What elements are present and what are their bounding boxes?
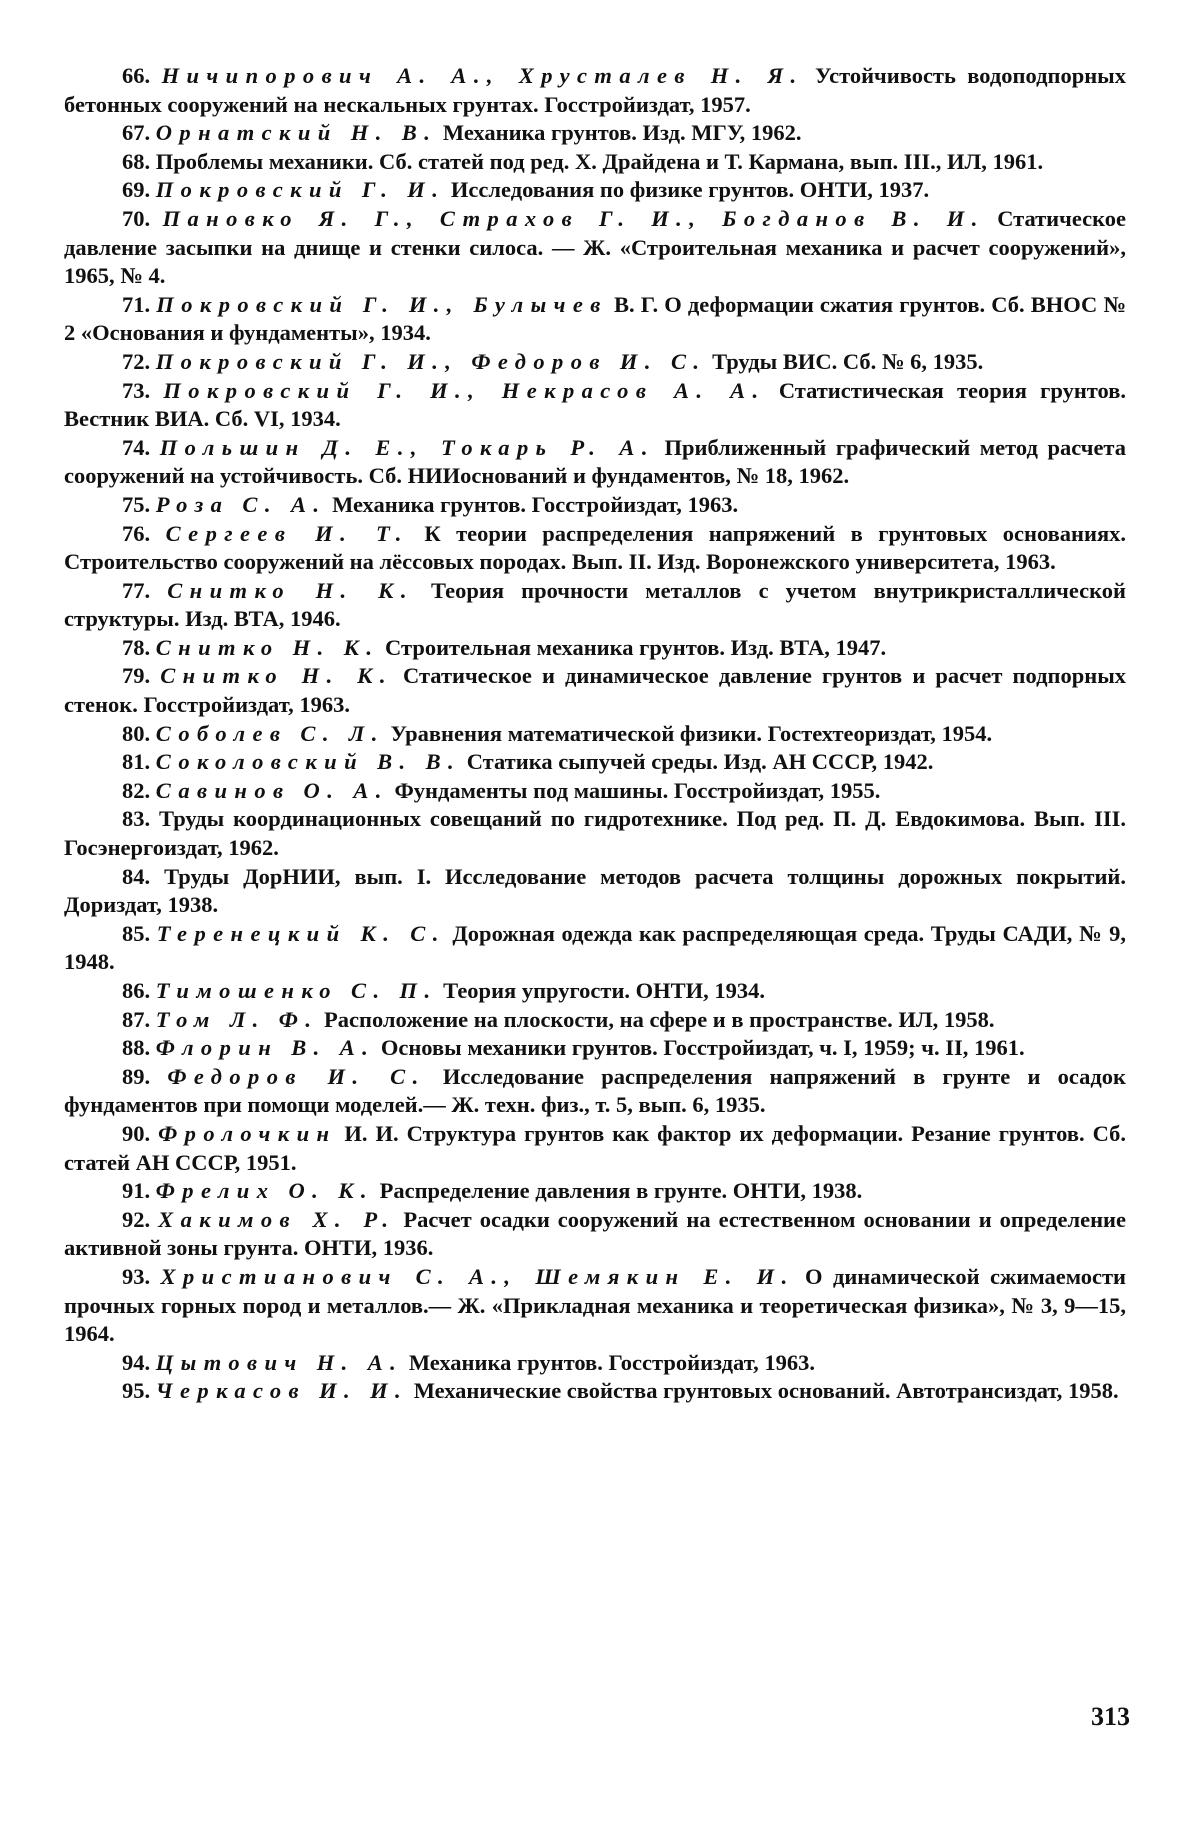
reference-authors: Сергеев И. Т. (165, 520, 409, 546)
reference-text: Труды ДорНИИ, вып. I. Исследование методов расчета толщины дорожных покрытий. Дориздат, 1938. (64, 863, 1127, 918)
reference-entry (64, 119, 1126, 148)
reference-text: Расположение на плоскости, на сфере и в пространстве. ИЛ, 1958. (324, 1006, 995, 1032)
reference-authors: Федоров И. С. (167, 1063, 426, 1089)
reference-authors: Соколовский В. В. (155, 749, 462, 775)
reference-number: 68. (122, 148, 151, 174)
reference-authors: Покровский Г. И., Некрасов А. А. (163, 377, 766, 403)
reference-text: Расчет осадки сооружений на естественном основании и определение активной зоны грунта. ОНТИ, 1936. (64, 1206, 1126, 1261)
reference-authors: Роза С. А. (155, 491, 327, 517)
reference-number: 78. (122, 634, 151, 660)
reference-number: 74. (122, 434, 151, 460)
reference-number: 84. (122, 863, 151, 889)
reference-text: Фундаменты под машины. Госстройиздат, 1955. (394, 777, 881, 803)
reference-authors: Флорин В. А. (155, 1035, 376, 1061)
reference-text: Теория упругости. ОНТИ, 1934. (443, 978, 766, 1003)
reference-number: 71. (122, 291, 151, 317)
reference-number: 94. (122, 1349, 151, 1375)
reference-entry (64, 720, 1126, 749)
reference-entry (64, 1349, 1126, 1378)
reference-text: Распределение давления в грунте. ОНТИ, 1938. (379, 1178, 863, 1204)
reference-authors: Польшин Д. Е., Токарь Р. А. (159, 434, 655, 460)
reference-authors: Савинов О. А. (155, 777, 389, 803)
reference-text: Строительная механика грунтов. Изд. ВТА, 1947. (385, 634, 887, 660)
reference-text: О динамической сжимаемости прочных горных пород и металлов.— Ж. «Прикладная механика и теоретическая физика», № 3, 9—15, 1964. (64, 1263, 1127, 1347)
reference-entry (64, 777, 1126, 806)
reference-number: 67. (122, 120, 151, 146)
reference-text: К теории распределения напряжений в грунтовых основаниях. Строительство сооружений на лёссовых породах. Вып. II. Изд. Воронежского университета, 1963. (64, 520, 1127, 575)
reference-entry (64, 491, 1126, 520)
reference-number: 70. (122, 205, 151, 231)
reference-text: Механика грунтов. Госстройиздат, 1963. (408, 1349, 815, 1375)
reference-authors: Орнатский Н. В. (155, 120, 438, 146)
reference-text: Статическое давление засыпки на днище и стенки силоса. — Ж. «Строительная механика и расчет сооружений», 1965, № 4. (64, 205, 1126, 289)
reference-authors: Цытович Н. А. (155, 1349, 404, 1375)
reference-number: 82. (122, 777, 151, 803)
reference-entry (64, 577, 1126, 634)
reference-number: 87. (122, 1006, 151, 1032)
reference-list (64, 62, 1126, 1406)
reference-number: 66. (122, 63, 151, 88)
reference-number: 79. (122, 663, 151, 689)
reference-number: 69. (122, 177, 151, 203)
reference-text: Статическое и динамическое давление грунтов и расчет подпорных стенок. Госстройиздат, 1963. (64, 663, 1127, 718)
reference-authors: Пановко Я. Г., Страхов Г. И., Богданов В. И. (162, 205, 985, 231)
reference-entry (64, 662, 1126, 719)
reference-number: 86. (122, 978, 151, 1003)
reference-number: 95. (122, 1378, 151, 1404)
reference-authors: Покровский Г. И., Булычев (156, 291, 608, 317)
reference-number: 91. (122, 1178, 151, 1204)
reference-number: 90. (122, 1120, 151, 1146)
reference-entry (64, 920, 1126, 977)
reference-text: Исследование распределения напряжений в грунте и осадок фундаментов при помощи моделей.— Ж. техн. физ., т. 5, вып. 6, 1935. (64, 1063, 1127, 1118)
reference-entry (64, 977, 1126, 1006)
reference-entry (64, 1177, 1126, 1206)
reference-number: 83. (122, 806, 151, 832)
reference-text: Приближенный графический метод расчета сооружений на устойчивость. Сб. НИИоснований и фундаментов, № 18, 1962. (64, 434, 1127, 489)
reference-number: 73. (122, 377, 151, 403)
reference-number: 92. (122, 1206, 151, 1232)
reference-text: И. И. Структура грунтов как фактор их деформации. Резание грунтов. Сб. статей АН СССР, 1951. (64, 1120, 1127, 1175)
reference-entry (64, 1377, 1126, 1406)
reference-entry (64, 348, 1126, 377)
reference-entry (64, 205, 1126, 291)
reference-authors: Хакимов Х. Р. (158, 1206, 396, 1232)
reference-text: Устойчивость водоподпорных бетонных сооружений на нескальных грунтах. Госстройиздат, 1957. (64, 63, 1126, 117)
reference-number: 76. (122, 520, 151, 546)
reference-entry (64, 1120, 1126, 1177)
reference-entry (64, 176, 1126, 205)
reference-entry (64, 1206, 1126, 1263)
reference-text: Статистическая теория грунтов. Вестник ВИА. Сб. VI, 1934. (64, 377, 1127, 432)
reference-number: 72. (122, 348, 151, 374)
reference-text: Исследования по физике грунтов. ОНТИ, 1937. (450, 177, 930, 203)
reference-authors: Том Л. Ф. (155, 1006, 319, 1032)
reference-number: 88. (122, 1035, 151, 1061)
reference-number: 80. (122, 720, 151, 746)
reference-number: 77. (122, 577, 151, 603)
reference-entry (64, 805, 1126, 862)
reference-authors: Покровский Г. И., Федоров И. С. (155, 348, 707, 374)
reference-authors: Христианович С. А., Шемякин Е. И. (160, 1263, 795, 1289)
reference-authors: Покровский Г. И. (155, 177, 446, 203)
reference-entry (64, 1034, 1126, 1063)
reference-text: Теория прочности металлов с учетом внутрикристаллической структуры. Изд. ВТА, 1946. (64, 577, 1127, 632)
reference-entry (64, 1006, 1126, 1035)
reference-number: 75. (122, 491, 151, 517)
reference-entry (64, 1063, 1126, 1120)
reference-entry (64, 291, 1126, 348)
reference-entry (64, 634, 1126, 663)
reference-number: 81. (122, 749, 151, 775)
reference-number: 93. (122, 1263, 151, 1289)
reference-text: Статика сыпучей среды. Изд. АН СССР, 1942. (466, 749, 934, 775)
reference-entry (64, 863, 1126, 920)
reference-text: Механика грунтов. Госстройиздат, 1963. (332, 491, 739, 517)
reference-text: Механика грунтов. Изд. МГУ, 1962. (442, 120, 802, 146)
reference-text: В. Г. О деформации сжатия грунтов. Сб. ВНОС № 2 «Основания и фундаменты», 1934. (64, 291, 1127, 346)
reference-text: Дорожная одежда как распределяющая среда. Труды САДИ, № 9, 1948. (64, 920, 1126, 975)
reference-entry (64, 434, 1126, 491)
reference-text: Механические свойства грунтовых оснований. Автотрансиздат, 1958. (413, 1378, 1119, 1404)
reference-authors: Фролочкин (158, 1120, 337, 1146)
reference-entry (64, 520, 1126, 577)
reference-entry (64, 377, 1126, 434)
reference-authors: Фрелих О. К. (155, 1178, 374, 1204)
reference-authors: Снитко Н. К. (167, 577, 414, 603)
reference-authors: Снитко Н. К. (155, 634, 380, 660)
reference-number: 89. (122, 1063, 151, 1089)
reference-text: Труды координационных совещаний по гидротехнике. Под ред. П. Д. Евдокимова. Вып. III. Госэнергоиздат, 1962. (64, 806, 1126, 861)
reference-authors: Снитко Н. К. (160, 663, 393, 689)
reference-authors: Тимошенко С. П. (155, 978, 438, 1003)
page-number: 313 (1091, 1702, 1130, 1731)
reference-number: 85. (122, 920, 151, 946)
reference-authors: Ничипорович А. А., Хрусталев Н. Я. (161, 63, 804, 88)
reference-entry (64, 748, 1126, 777)
reference-text: Основы механики грунтов. Госстройиздат, ч. I, 1959; ч. II, 1961. (380, 1035, 1025, 1061)
reference-authors: Соболев С. Л. (155, 720, 385, 746)
reference-authors: Черкасов И. И. (155, 1378, 409, 1404)
reference-text: Проблемы механики. Сб. статей под ред. Х. Драйдена и Т. Кармана, вып. III., ИЛ, 1961. (155, 148, 1044, 174)
reference-text: Труды ВИС. Сб. № 6, 1935. (712, 348, 984, 374)
reference-text: Уравнения математической физики. Гостехтеориздат, 1954. (390, 720, 993, 746)
reference-entry (64, 62, 1126, 119)
reference-entry (64, 148, 1126, 177)
reference-entry (64, 1263, 1126, 1349)
reference-authors: Теренецкий К. С. (156, 920, 446, 946)
